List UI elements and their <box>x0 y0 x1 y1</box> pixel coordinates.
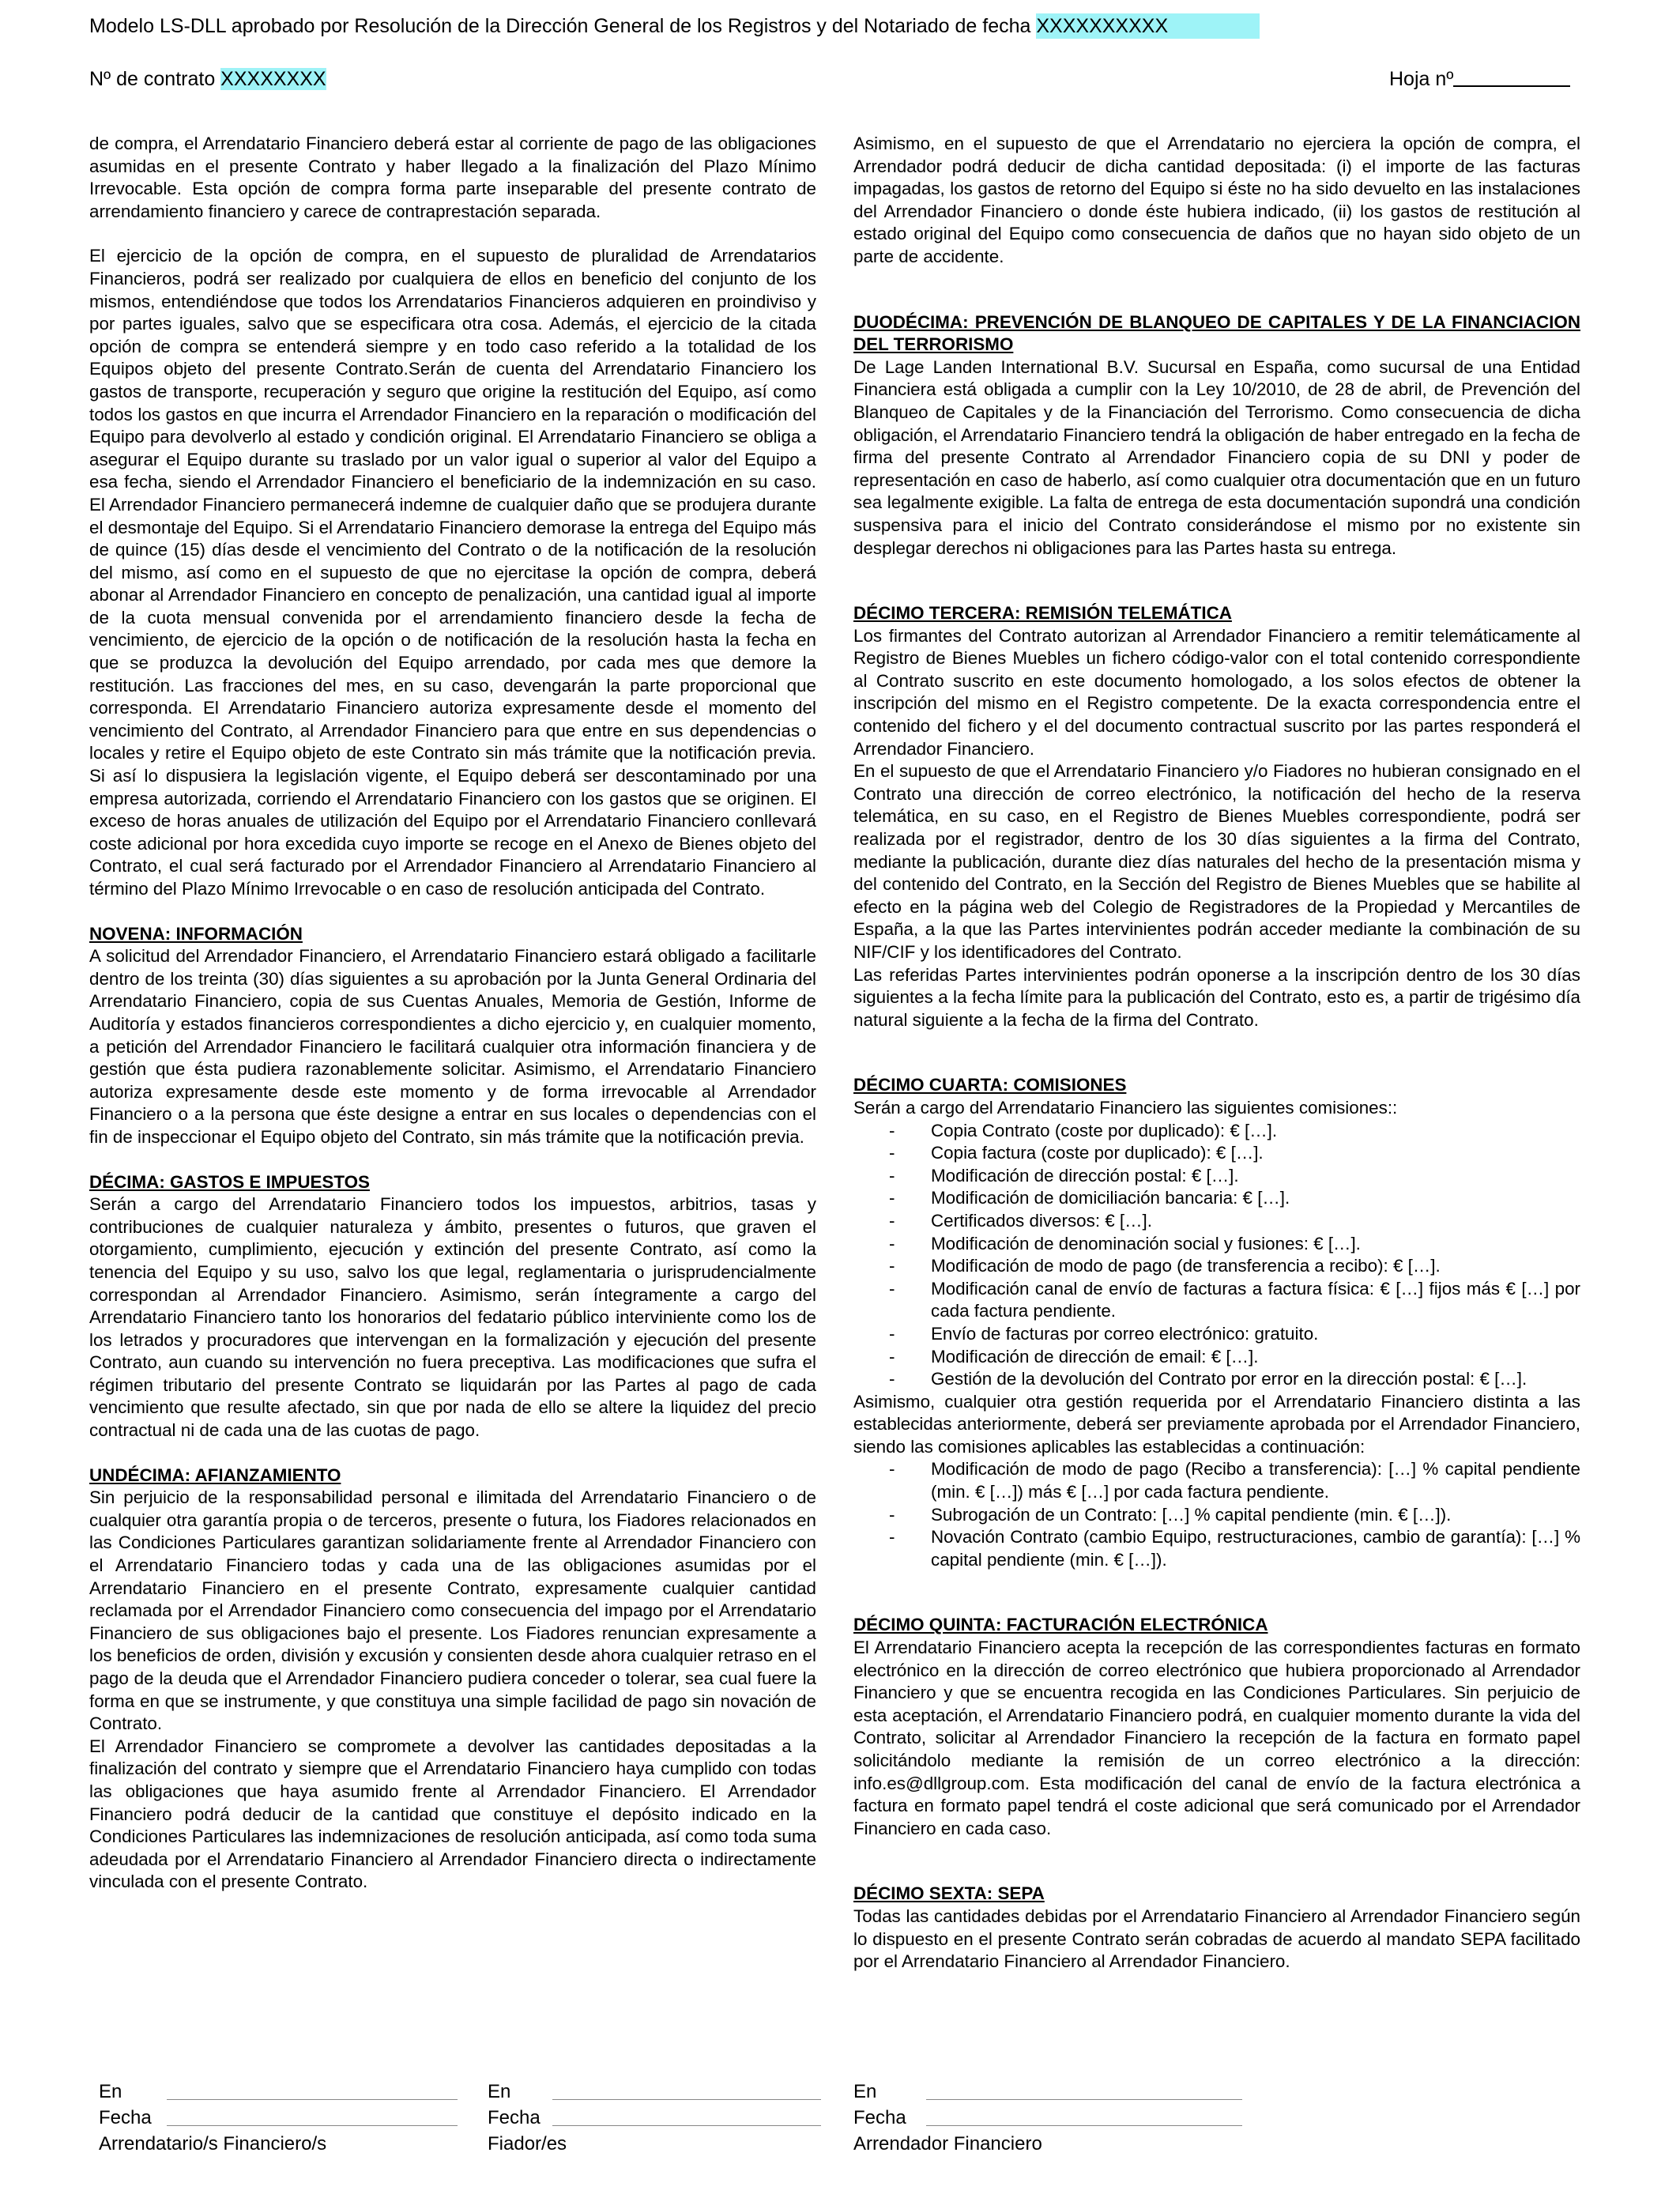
model-text: Modelo LS-DLL aprobado por Resolución de la Dirección General de los Registros y del Notariado de fecha <box>89 15 1037 37</box>
list-item: - Copia Contrato (coste por duplicado): € […]. <box>853 1120 1580 1143</box>
left-column <box>89 133 816 1894</box>
section-title-undecima: UNDÉCIMA: AFIANZAMIENTO <box>89 1465 341 1485</box>
purchase-option-exercise-paragraph: El ejercicio de la opción de compra, en el supuesto de pluralidad de Arrendatarios Financieros, podrá ser realizado por cualquiera de ellos en beneficio del conjunto de los mismos, entendiéndose que todos los Arrendatarios Financieros adquieren en proindiviso y por partes iguales, salvo que se especificara otra cosa. Además, el ejercicio de la citada opción de compra se entenderá siempre y en todo caso referido a la totalidad de los Equipos objeto del presente Contrato.Serán de cuenta del Arrendatario Financiero los gastos de transporte, recuperación y seguro que origine la restitución del Equipo, así como todos los gastos en que incurra el Arrendador Financiero en la reparación o modificación del Equipo para devolverlo al estado y condición original. El Arrendatario Financiero se obliga a asegurar el Equipo durante su traslado por un valor igual o superior al valor del Equipo a esa fecha, siendo el Arrendador Financiero el beneficiario de la indemnización en su caso. El Arrendador Financiero permanecerá indemne de cualquier daño que se produjera durante el desmontaje del Equipo. Si el Arrendatario Financiero demorase la entrega del Equipo más de quince (15) días desde el vencimiento del Contrato o de la notificación de la resolución del mismo, así como en el supuesto de que no ejercitase la opción de compra, deberá abonar al Arrendador Financiero en concepto de penalización, una cantidad igual al importe de la cuota mensual convenida por el arrendamiento financiero desde la fecha de vencimiento, de ejercicio de la opción o de notificación de la resolución hasta la fecha en que se produzca la devolución del Equipo arrendado, por cada mes que demore la restitución. Las fracciones del mes, en su caso, devengarán la parte proporcional que corresponda. El Arrendatario Financiero autoriza expresamente desde el momento del vencimiento del Contrato, al Arrendador Financiero para que entre en sus dependencias o locales y retire el Equipo objeto de este Contrato sin más trámite que la notificación previa. Si así lo dispusiera la legislación vigente, el Equipo deberá ser descontaminado por una empresa autorizada, corriendo el Arrendatario Financiero con los gastos que se originen. El exceso de horas anuales de utilización del Equipo por el Arrendatario Financiero conllevará coste adicional por hora excedida cuyo importe se recoge en el Anexo de Bienes objeto del Contrato, el cual será facturado por el Arrendador Financiero al Arrendatario Financiero al término del Plazo Mínimo Irrevocable o en caso de resolución anticipada del Contrato. <box>89 246 816 899</box>
section-mid-decimo-cuarta: Asimismo, cualquier otra gestión requerida por el Arrendatario Financiero distinta a las establecidas anteriormente, deberá ser previamente aprobada por el Arrendador Financiero, siendo las comisiones aplicables las establecidas a continuación: <box>853 1391 1580 1457</box>
deposit-deduction-paragraph: Asimismo, en el supuesto de que el Arrendatario no ejerciera la opción de compra, el Arrendador podrá deducir de dicha cantidad depositada: (i) el importe de las facturas impagadas, los gastos de retorno del Equipo si éste no ha sido devuelto en las instalaciones del Arrendador Financiero o donde éste hubiera indicado, (ii) los gastos de restitución al estado original del Equipo como consecuencia de daños que no hayan sido objeto de un parte de accidente. <box>853 134 1580 266</box>
en-field[interactable] <box>552 2083 821 2100</box>
en-label: En <box>488 2081 511 2102</box>
list-item: - Copia factura (coste por duplicado): € […]. <box>853 1142 1580 1165</box>
signature-block-fiador <box>488 2079 821 2157</box>
fecha-label: Fecha <box>488 2107 541 2128</box>
section-body-decimo-tercera-1: Los firmantes del Contrato autorizan al Arrendador Financiero a remitir telemáticamente al Registro de Bienes Muebles un fichero código-valor con el total contenido correspondiente al Contrato suscrito en este documento homologado, a los solos efectos de obtener la inscripción del mismo en el Registro competente. De la exacta correspondencia entre el contenido del fichero y el del documento contractual suscrito por las partes responderá el Arrendador Financiero. <box>853 625 1580 759</box>
en-field[interactable] <box>926 2083 1242 2100</box>
section-body-decimo-tercera-2: En el supuesto de que el Arrendatario Financiero y/o Fiadores no hubieran consignado en el Contrato una dirección de correo electrónico, la notificación del hecho de la reserva telemática, en su caso, en el Registro de Bienes Muebles correspondiente, podrá ser realizada por el registrador, dentro de los 30 días siguientes a la firma del Contrato, mediante la publicación, durante diez días naturales del hecho de la presentación misma y del contenido del Contrato, en la Sección del Registro de Bienes Muebles que se habilite al efecto en la página web del Colegio de Registradores de la Propiedad y Mercantiles de España, a la que las Partes intervinientes podrán acceder mediante la combinación de su NIF/CIF y los identificadores del Contrato. <box>853 761 1580 962</box>
right-column <box>853 133 1580 1973</box>
party-label: Arrendador Financiero <box>853 2133 1042 2154</box>
section-title-decimo-tercera: DÉCIMO TERCERA: REMISIÓN TELEMÁTICA <box>853 603 1232 624</box>
contract-label: Nº de contrato <box>89 68 221 90</box>
section-body-novena: A solicitud del Arrendador Financiero, el Arrendatario Financiero estará obligado a facilitarle dentro de los treinta (30) días siguientes a su aprobación por la Junta General Ordinaria del Arrendatario Financiero, copia de sus Cuentas Anuales, Memoria de Gestión, Informe de Auditoría y estados financieros correspondientes a dicho ejercicio y, en cualquier momento, a petición del Arrendador Financiero le facilitará cualquier otra información financiera y de gestión que ésta pudiera razonablemente solicitar. Asimismo, el Arrendatario Financiero autoriza expresamente desde este momento y de forma irrevocable al Arrendador Financiero o a la persona que éste designe a entrar en sus locales o dependencias con el fin de inspeccionar el Equipo objeto del Contrato, sin más trámite que la notificación previa. <box>89 946 816 1147</box>
section-body-undecima-2: El Arrendador Financiero se compromete a devolver las cantidades depositadas a la finalización del contrato y siempre que el Arrendatario Financiero haya cumplido con todas las obligaciones que haya asumido frente al Arrendador Financiero. El Arrendador Financiero podrá deducir de la cantidad que constituye el depósito indicado en la Condiciones Particulares las indemnizaciones de resolución anticipada, así como toda suma adeudada por el Arrendatario Financiero al Arrendador Financiero directa o indirectamente vinculada con el presente Contrato. <box>89 1736 816 1892</box>
fecha-field[interactable] <box>552 2109 821 2126</box>
party-label: Arrendatario/s Financiero/s <box>99 2133 327 2154</box>
section-title-decimo-cuarta: DÉCIMO CUARTA: COMISIONES <box>853 1075 1127 1095</box>
model-date: XXXXXXXXXX <box>1036 13 1260 39</box>
list-item: - Subrogación de un Contrato: […] % capital pendiente (min. € […]). <box>853 1504 1580 1527</box>
sheet-number <box>1389 66 1570 92</box>
section-body-duodecima: De Lage Landen International B.V. Sucursal en España, como sucursal de una Entidad Financiera está obligada a cumplir con la Ley 10/2010, de 28 de abril, de Prevención del Blanqueo de Capitales y de la Financiación del Terrorismo. Como consecuencia de dicha obligación, el Arrendatario Financiero tendrá la obligación de haber entregado en la fecha de firma del presente Contrato al Arrendador Financiero copia de su DNI y poder de representación en caso de haberlo, así como cualquier otra documentación que en un futuro sea legalmente exigible. La falta de entrega de esta documentación supondrá una condición suspensiva para el inicio del Contrato considerándose el mismo por no existente sin desplegar derechos ni obligaciones para las Partes hasta su entrega. <box>853 356 1580 558</box>
section-title-novena: NOVENA: INFORMACIÓN <box>89 923 303 944</box>
list-item: - Envío de facturas por correo electrónico: gratuito. <box>853 1323 1580 1346</box>
list-item: - Modificación de dirección de email: € […]. <box>853 1346 1580 1369</box>
section-title-decimo-sexta: DÉCIMO SEXTA: SEPA <box>853 1883 1045 1904</box>
purchase-option-paragraph: de compra, el Arrendatario Financiero deberá estar al corriente de pago de las obligaciones asumidas en el presente Contrato y haber llegado a la finalización del Plazo Mínimo Irrevocable. Esta opción de compra forma parte inseparable del presente contrato de arrendamiento financiero y carece de contraprestación separada. <box>89 134 816 221</box>
comisiones-list <box>853 1120 1580 1391</box>
section-body-decimo-quinta: El Arrendatario Financiero acepta la recepción de las correspondientes facturas en formato electrónico en la dirección de correo electrónico que hubiera proporcionado al Arrendador Financiero y que se encuentra recogida en las Condiciones Particulares. Sin perjuicio de esta aceptación, el Arrendatario Financiero podrá, en cualquier momento durante la vida del Contrato, solicitar al Arrendador Financiero la recepción de la factura en formato papel solicitándolo mediante la remisión de un correo electrónico a la dirección: info.es@dllgroup.com. Esta modificación del canal de envío de la factura electrónica a factura en formato papel tendrá el coste adicional que será comunicado por el Arrendador Financiero en cada caso. <box>853 1638 1580 1838</box>
section-intro-decimo-cuarta: Serán a cargo del Arrendatario Financiero las siguientes comisiones:: <box>853 1097 1398 1118</box>
section-body-decima: Serán a cargo del Arrendatario Financiero todos los impuestos, arbitrios, tasas y contribuciones de cualquier naturaleza y ámbito, presentes o futuros, que graven el otorgamiento, cumplimiento, ejecución y extinción del presente Contrato, así como la tenencia del Equipo y su uso, salvo los que legal, reglamentaria o jurisprudencialmente correspondan al Arrendador Financiero. Asimismo, serán íntegramente a cargo del Arrendatario Financiero tanto los honorarios del fedatario público interviniente como los de los letrados y procuradores que intervengan en la formalización y ejecución del presente Contrato, aun cuando su intervención no fuera preceptiva. Las modificaciones que sufra el régimen tributario del presente Contrato se liquidarán por las Partes al pago de cada vencimiento que resulte afectado, sin que por nada de ello se altere la liquidez del precio contractual ni de cada una de las cuotas de pago. <box>89 1194 816 1441</box>
en-label: En <box>99 2081 122 2102</box>
list-item: - Certificados diversos: € […]. <box>853 1210 1580 1233</box>
section-title-decimo-quinta: DÉCIMO QUINTA: FACTURACIÓN ELECTRÓNICA <box>853 1615 1268 1635</box>
signature-block-arrendatario <box>99 2079 458 2157</box>
fecha-field[interactable] <box>167 2109 458 2126</box>
en-label: En <box>853 2081 877 2102</box>
fecha-field[interactable] <box>926 2109 1242 2126</box>
section-title-duodecima: DUODÉCIMA: PREVENCIÓN DE BLANQUEO DE CAPITALES Y DE LA FINANCIACION DEL TERRORISMO <box>853 311 1580 355</box>
list-item: - Novación Contrato (cambio Equipo, restructuraciones, cambio de garantía): […] % capital pendiente (min. € […]). <box>853 1526 1580 1571</box>
list-item: - Modificación de modo de pago (de transferencia a recibo): € […]. <box>853 1255 1580 1278</box>
section-body-undecima-1: Sin perjuicio de la responsabilidad personal e ilimitada del Arrendatario Financiero o de cualquier otra garantía propia o de terceros, presente o futura, los Fiadores relacionados en las Condiciones Particulares garantizan solidariamente frente al Arrendador Financiero con el Arrendatario Financiero todas y cada una de las obligaciones asumidas por el Arrendatario Financiero en el presente Contrato, expresamente cualquier cantidad reclamada por el Arrendador Financiero como consecuencia del impago por el Arrendatario Financiero de sus obligaciones bajo el presente. Los Fiadores renuncian expresamente a los beneficios de orden, división y excusión y consienten desde ahora cualquier retraso en el pago de la deuda que el Arrendador Financiero pudiera conceder o tolerar, sea cual fuere la forma en que se instrumente, y que constituya una simple facilidad de pago sin novación de Contrato. <box>89 1487 816 1734</box>
comisiones-adicionales-list <box>853 1458 1580 1571</box>
en-field[interactable] <box>167 2083 458 2100</box>
section-title-decima: DÉCIMA: GASTOS E IMPUESTOS <box>89 1171 370 1192</box>
list-item: - Modificación canal de envío de facturas a factura física: € […] fijos más € […] por cada factura pendiente. <box>853 1278 1580 1323</box>
list-item: - Modificación de dirección postal: € […]. <box>853 1165 1580 1188</box>
party-label: Fiador/es <box>488 2133 567 2154</box>
contract-number: XXXXXXXX <box>220 68 326 90</box>
list-item: - Modificación de denominación social y fusiones: € […]. <box>853 1233 1580 1256</box>
list-item: - Gestión de la devolución del Contrato por error en la dirección postal: € […]. <box>853 1368 1580 1391</box>
signature-block-arrendador <box>853 2079 1242 2157</box>
list-item: - Modificación de domiciliación bancaria: € […]. <box>853 1187 1580 1210</box>
sheet-label: Hoja nº <box>1389 68 1454 90</box>
model-header <box>89 13 1260 39</box>
sheet-number-line[interactable] <box>1453 66 1570 87</box>
contract-number-line <box>89 66 326 92</box>
section-body-decimo-sexta: Todas las cantidades debidas por el Arrendatario Financiero al Arrendador Financiero según lo dispuesto en el presente Contrato serán cobradas de acuerdo al mandato SEPA facilitado por el Arrendatario Financiero al Arrendador Financiero. <box>853 1906 1580 1972</box>
section-body-decimo-tercera-3: Las referidas Partes intervinientes podrán oponerse a la inscripción dentro de los 30 días siguientes a la fecha límite para la publicación del Contrato, esto es, a partir de trigésimo día natural siguiente a la fecha de la firma del Contrato. <box>853 964 1580 1030</box>
list-item: - Modificación de modo de pago (Recibo a transferencia): […] % capital pendiente (min. € […]) más € […] por cada factura pendiente. <box>853 1458 1580 1503</box>
fecha-label: Fecha <box>99 2107 152 2128</box>
fecha-label: Fecha <box>853 2107 906 2128</box>
